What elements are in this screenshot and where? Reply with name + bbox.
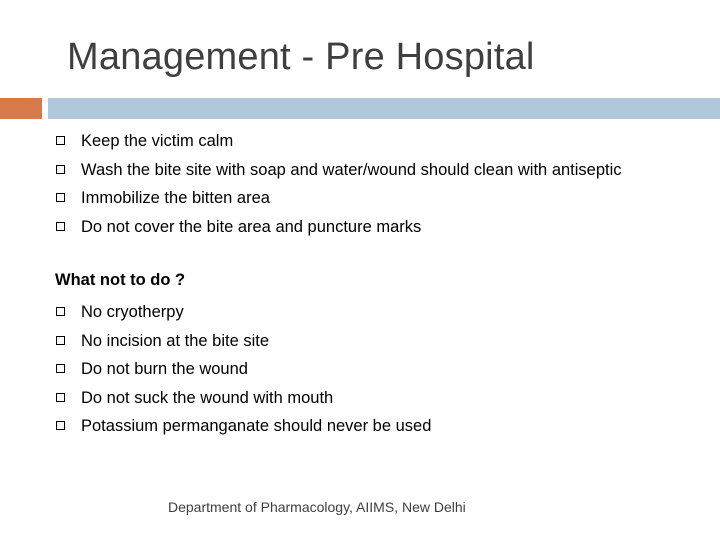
square-bullet-icon xyxy=(56,307,65,316)
square-bullet-icon xyxy=(56,364,65,373)
slide-footer: Department of Pharmacology, AIIMS, New Delhi xyxy=(168,499,466,515)
accent-bar-orange xyxy=(0,98,42,119)
section-heading: What not to do ? xyxy=(55,271,186,289)
square-bullet-icon xyxy=(56,222,65,231)
square-bullet-icon xyxy=(56,336,65,345)
square-bullet-icon xyxy=(56,165,65,174)
square-bullet-icon xyxy=(56,421,65,430)
square-bullet-icon xyxy=(56,193,65,202)
square-bullet-icon xyxy=(56,393,65,402)
square-bullet-icon xyxy=(56,136,65,145)
accent-bar-blue xyxy=(48,98,720,119)
slide-title: Management - Pre Hospital xyxy=(67,36,535,78)
